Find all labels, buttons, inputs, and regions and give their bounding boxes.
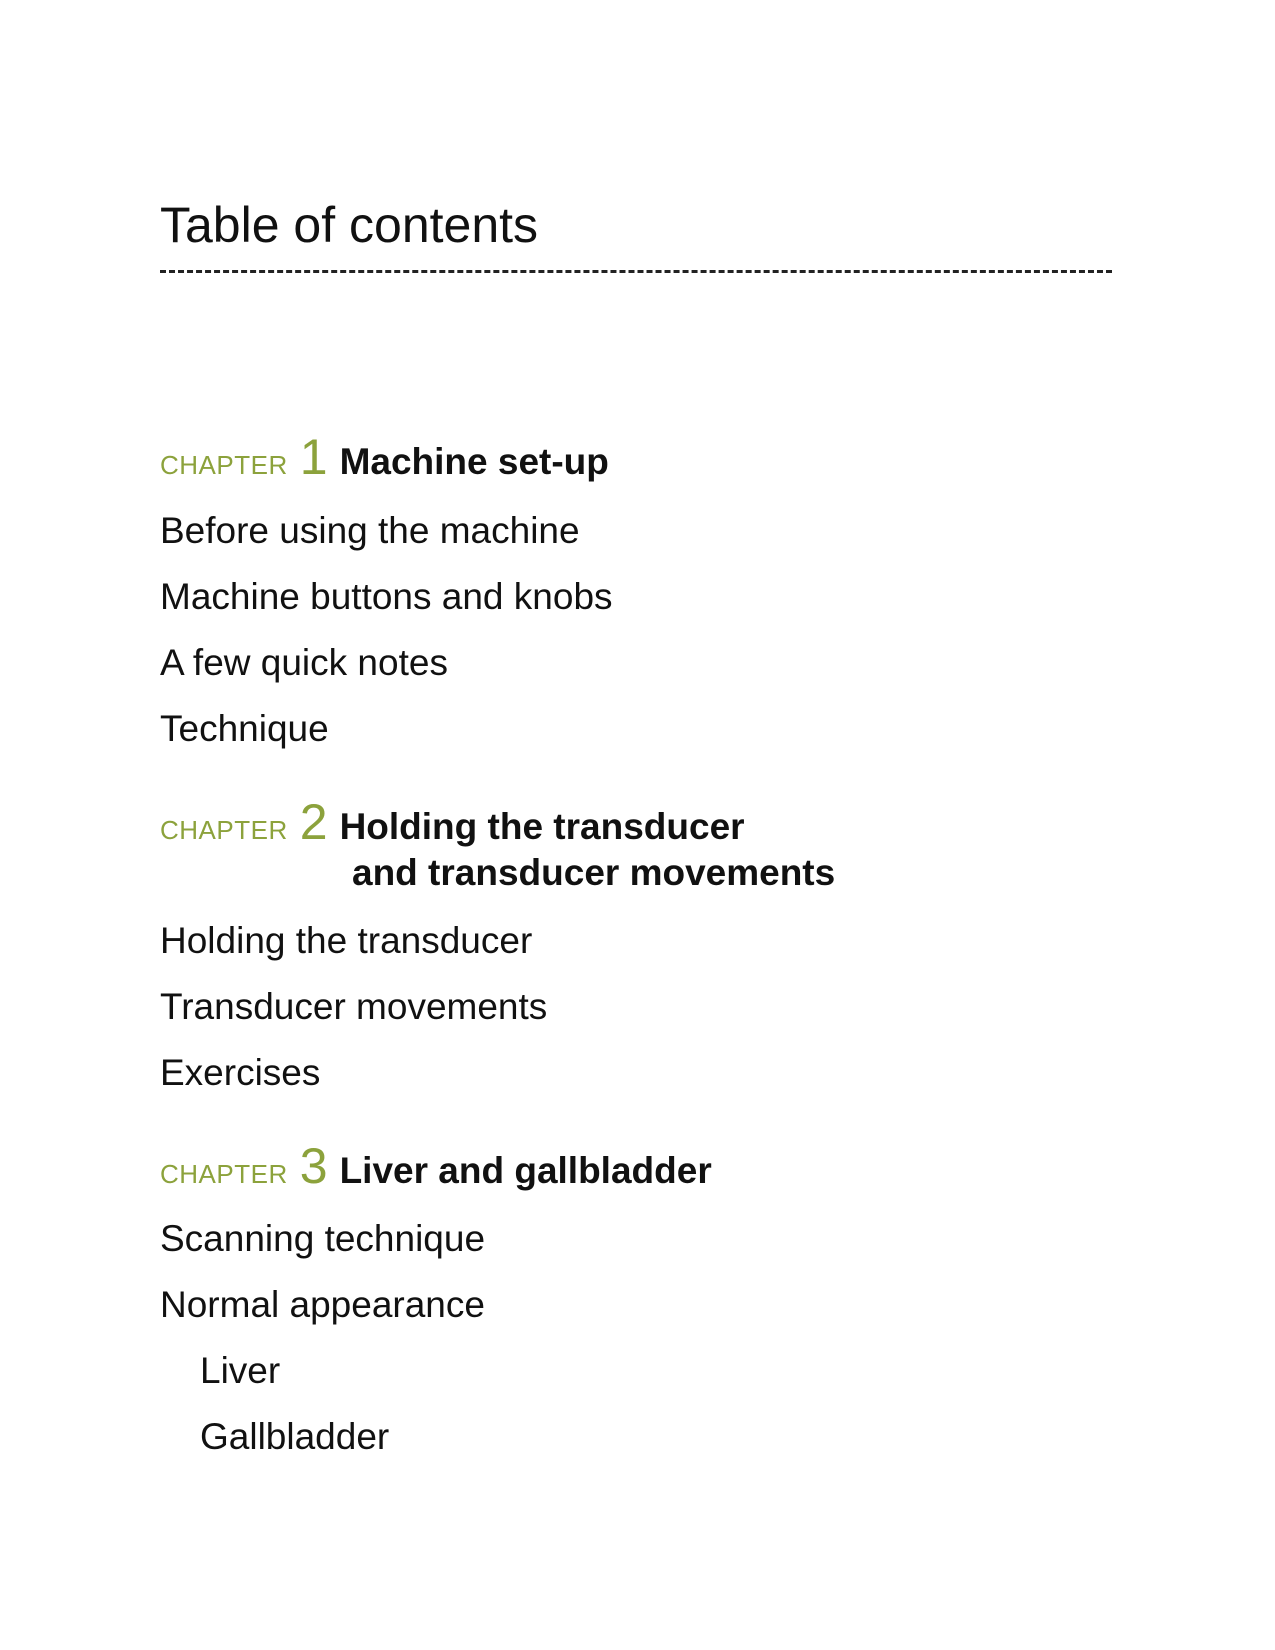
chapter-label: CHAPTER bbox=[160, 815, 288, 845]
chapter-heading-3 bbox=[160, 1138, 712, 1194]
page-title: Table of contents bbox=[160, 197, 539, 253]
chapter-heading-1 bbox=[160, 429, 609, 485]
toc-entry: Normal appearance bbox=[160, 1284, 485, 1325]
chapter-heading-2 bbox=[160, 794, 745, 850]
chapter-title: Machine set-up bbox=[339, 441, 609, 482]
dashed-divider bbox=[160, 270, 1112, 273]
toc-entry: Holding the transducer bbox=[160, 920, 533, 961]
chapter-number: 1 bbox=[299, 429, 328, 485]
chapter-label: CHAPTER bbox=[160, 450, 288, 480]
chapter-number: 3 bbox=[299, 1138, 328, 1194]
chapter-title-continued: and transducer movements bbox=[352, 852, 836, 893]
toc-entry: Scanning technique bbox=[160, 1218, 486, 1259]
toc-entry: Technique bbox=[160, 708, 329, 749]
toc-entry: Machine buttons and knobs bbox=[160, 576, 613, 617]
chapter-label: CHAPTER bbox=[160, 1159, 288, 1189]
chapter-number: 2 bbox=[299, 794, 328, 850]
toc-subentry: Liver bbox=[200, 1350, 281, 1391]
toc-entry: Exercises bbox=[160, 1052, 321, 1093]
toc-entry: Transducer movements bbox=[160, 986, 548, 1027]
chapter-title: Holding the transducer bbox=[339, 806, 745, 847]
toc-subentry: Gallbladder bbox=[200, 1416, 390, 1457]
toc-entry: Before using the machine bbox=[160, 510, 580, 551]
toc-entry: A few quick notes bbox=[160, 642, 448, 683]
chapter-title: Liver and gallbladder bbox=[339, 1150, 712, 1191]
